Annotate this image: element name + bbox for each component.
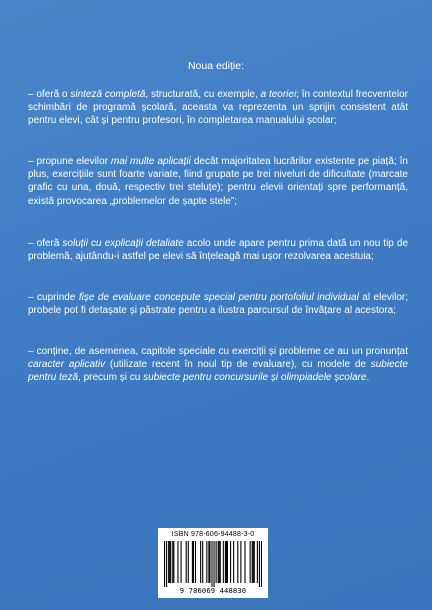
paragraph-applied-chapters — [28, 345, 408, 385]
barcode-digits: 9 786069 448830 — [179, 586, 247, 595]
paragraph-solutions — [28, 237, 408, 263]
barcode-bar — [181, 541, 182, 583]
barcode-bar — [164, 541, 165, 587]
emphasis-text: fișe de evaluare concepute special pentru portofoliul individual — [78, 292, 359, 303]
barcode-bar — [206, 541, 207, 583]
heading: Noua ediție: — [187, 60, 245, 72]
barcode-bar — [244, 541, 245, 583]
barcode-bar — [240, 541, 241, 583]
barcode-bar — [237, 541, 238, 583]
emphasis-text: a teoriei — [260, 89, 297, 100]
barcode-bar — [233, 541, 234, 583]
body-text: – conține, de asemenea, capitole speciale cu exerciții și probleme ce au un pronunțat — [28, 346, 408, 357]
barcode-bar — [200, 541, 201, 583]
barcode-bar — [193, 541, 194, 583]
paragraph-synthesis — [28, 88, 408, 128]
barcode-bar — [209, 541, 210, 583]
barcode-bar — [219, 541, 220, 583]
barcode-bar — [169, 541, 170, 583]
barcode-bar — [227, 541, 228, 583]
barcode-bar — [254, 541, 255, 583]
barcode-bar — [253, 541, 254, 583]
barcode-bar — [257, 541, 258, 583]
body-text: al elevilor; probele pot fi detașate și păstrate pentru a ilustra parcursul de învățare al acestora; — [28, 292, 408, 317]
emphasis-text: soluții cu explicații detaliate — [62, 238, 184, 249]
body-text: , precum și cu — [78, 372, 144, 384]
barcode-bar — [186, 541, 187, 583]
emphasis-text: subiecte pentru teză — [28, 359, 408, 384]
body-text: ; în contextul frecventelor schimbări de programă școlară, aceasta va reprezenta un sprijin consistent atât pentru elevi, cât și pentru profesori, în completarea manualului școlar; — [28, 89, 408, 127]
barcode-image — [164, 541, 262, 587]
emphasis-text: sinteză completă — [70, 89, 146, 100]
body-text: . — [366, 372, 370, 384]
body-text: – propune elevilor — [28, 156, 111, 167]
barcode-label — [158, 528, 268, 598]
emphasis-text: subiecte pentru concursurile și olimpiadele școlare — [143, 372, 367, 384]
barcode-bar — [211, 541, 212, 587]
emphasis-text: mai multe aplicații — [110, 156, 191, 167]
isbn-text: ISBN 978-606-94488-3-0 — [171, 531, 255, 538]
barcode-bar — [218, 541, 219, 583]
body-text: – oferă o — [28, 89, 71, 100]
barcode-bar — [225, 541, 226, 583]
paragraph-evaluation-sheets — [28, 291, 408, 317]
barcode-bar — [250, 541, 251, 583]
barcode-bar — [202, 541, 203, 583]
barcode-bar — [230, 541, 231, 583]
barcode-bar — [188, 541, 189, 583]
barcode-bar — [214, 541, 215, 587]
paragraph-applications — [28, 155, 408, 208]
body-text: (utilizate recent în noul tip de evaluare), cu modele de — [105, 359, 371, 371]
barcode-bar — [223, 541, 224, 583]
barcode-bar — [259, 541, 260, 587]
barcode-bar — [216, 541, 217, 583]
barcode-bar — [168, 541, 169, 583]
barcode-bar — [226, 541, 227, 583]
barcode-bar — [166, 541, 167, 587]
barcode-bar — [261, 541, 262, 587]
body-text: , structurată, cu exemple, — [145, 89, 261, 100]
barcode-bar — [177, 541, 178, 583]
barcode-bar — [208, 541, 209, 583]
barcode-bar — [220, 541, 221, 583]
body-text: acolo unde apare pentru prima dată un nou tip de problemă, ajutându-i astfel pe elevi să înțeleagă mai ușor rezolvarea acestuia; — [28, 238, 409, 263]
barcode-bar — [195, 541, 196, 583]
barcode-bar — [192, 541, 193, 583]
barcode-bar — [172, 541, 173, 583]
body-text: decât majoritatea lucrărilor existente pe piață; în plus, exercițiile sunt foarte variate, fiind grupate pe trei niveluri de dificultate (marcate grafic cu una, două, respectiv trei steluțe); pentru elevii orientați spre performanță, există provocarea „problemelor de șapte stele”; — [28, 156, 408, 207]
emphasis-text: caracter aplicativ — [28, 359, 106, 371]
barcode-bar — [252, 541, 253, 583]
barcode-bar — [173, 541, 174, 583]
body-text: – cuprinde — [28, 292, 79, 303]
barcode-bar — [170, 541, 171, 583]
body-text: – oferă — [28, 238, 63, 249]
